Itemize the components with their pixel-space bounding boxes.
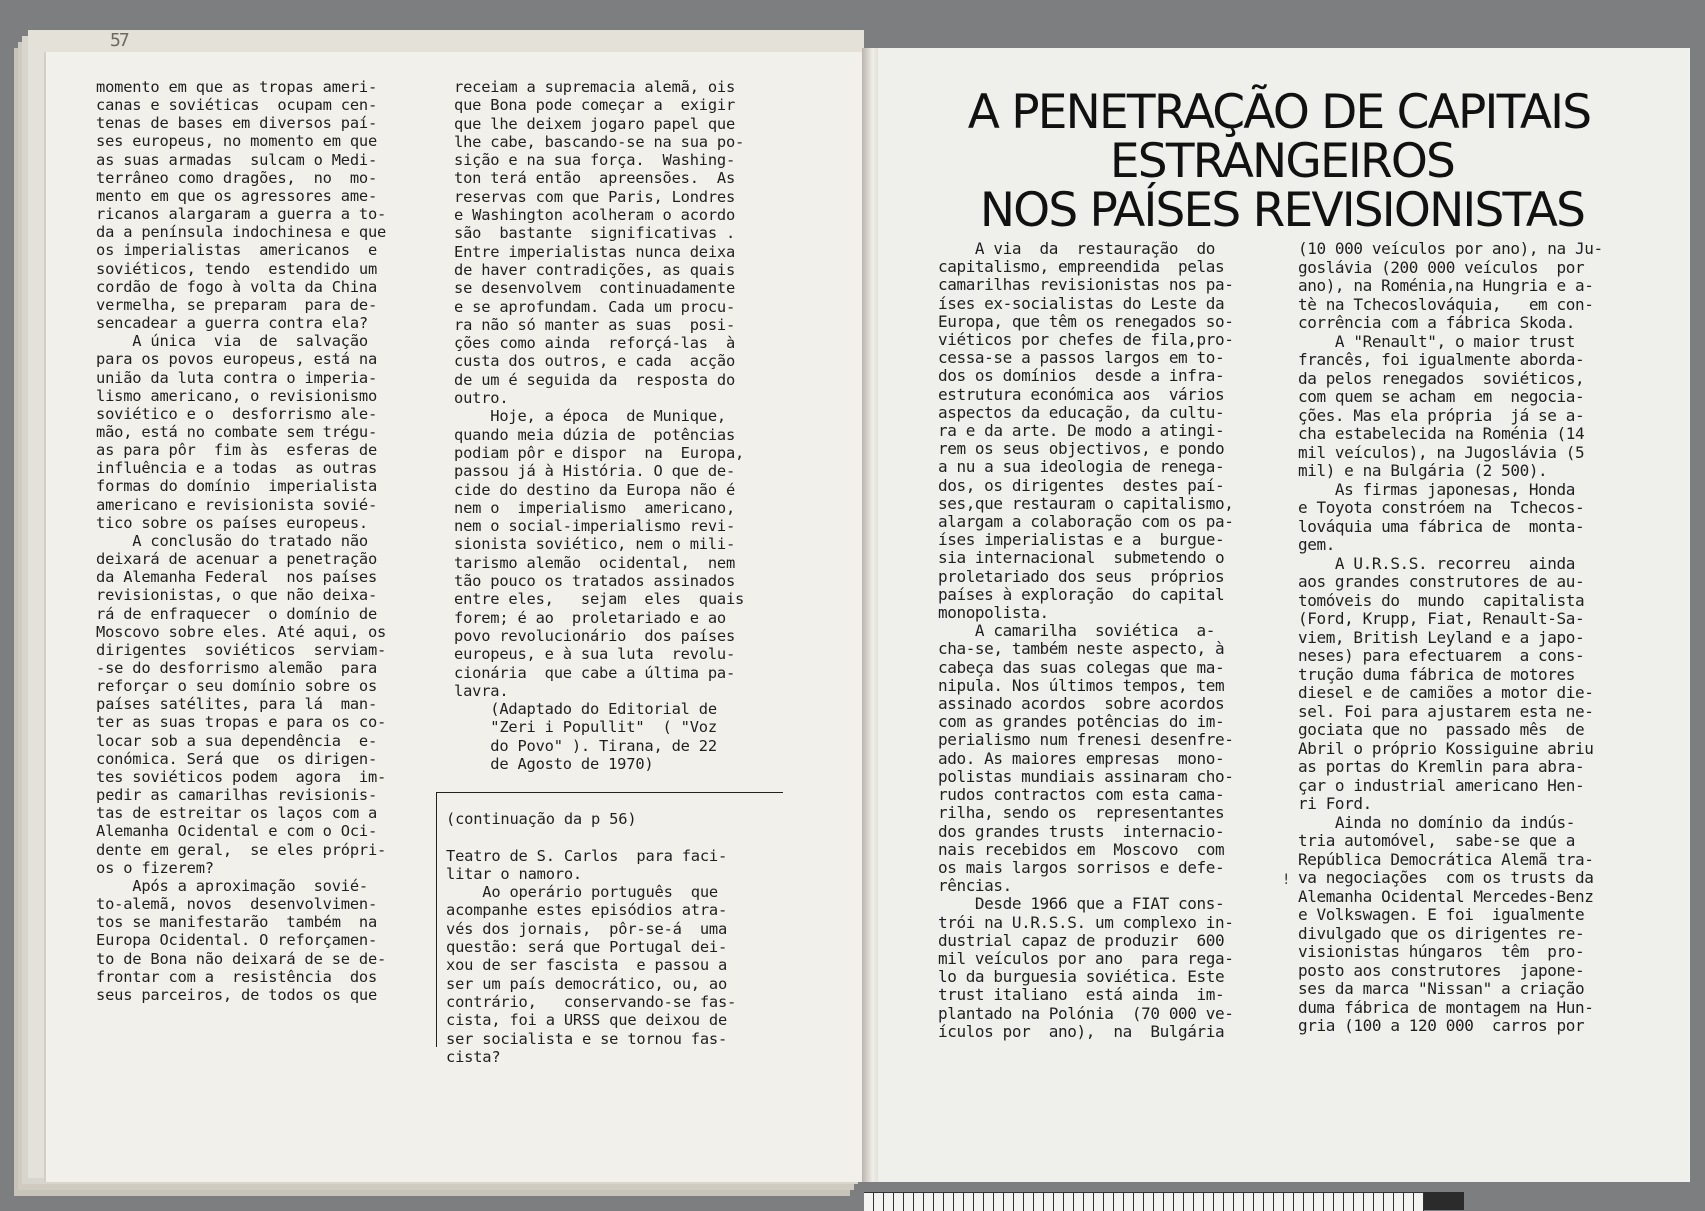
title-line-1: A PENETRAÇÃO DE CAPITAIS — [967, 85, 1591, 140]
title-line-2: ESTRANGEIROS — [1109, 134, 1455, 189]
left-column-2-text: receiam a supremacia alemã, ois que Bona pode começar a exigir que lhe deixem jogaro papel que lhe cabe, bascando-se na sua po- sição e na sua força. Washing- ton terá então apreensões. As reservas com que Paris, Londres e Washington acolheram o acordo são bastante significativas . Entre imperialistas nunca deixa de haver contradições, as quais se desenvolvem continuadamente e se aprofundam. Cada um procu- ra não só manter as suas posi- ções como ainda reforçá-las à custa dos outros, e cada acção de um é seguida da resposta do outro. Hoje, a época de Munique, quando meia dúzia de potências podiam pôr e dispor na Europa, passou já à História. O que de- cide do destino da Europa não é nem o imperialismo americano, nem o social-imperialismo revi- sionista soviético, nem o mili- tarismo alemão ocidental, nem tão pouco os tratados assinados entre eles, sejam eles quais forem; é ao proletariado e ao povo revolucionário dos países europeus, e à sua luta revolu- cionária que cabe a última pa- lavra. (Adaptado do Editorial de "Zeri i Popullit" ( "Voz do Povo" ). Tirana, de 22 de Agosto de 1970) — [454, 78, 745, 773]
title-line-3: NOS PAÍSES REVISIONISTAS — [979, 183, 1585, 238]
right-column-1-text: A via da restauração do capitalismo, empreendida pelas camarilhas revisionistas nos pa- íses ex-socialistas do Leste da Europa, que têm os renegados so- viéticos por chefes de fila,pro- cessa-se a passos largos em to- dos os domínios desde a infra- estrutura económica aos vários aspectos da educação, da cultu- ra e da arte. De modo a atingi- rem os seus objectivos, e pondo a nu a sua ideologia de renega- dos, os dirigentes destes paí- ses,que restauram o capitalismo, alargam a colaboração com os pa- íses imperialistas e a burgue- sia internacional submetendo o proletariado dos seus próprios países à exploração do capital monopolista. A camarilha soviética a- cha-se, também neste aspecto, à cabeça das suas colegas que ma- nipula. Nos últimos tempos, tem assinado acordos sobre acordos com as grandes potências do im- perialismo num frenesi desenfre- ado. As maiores empresas mono- polistas mundiais assinaram cho- rudos contractos com esta cama- rilha, sendo os representantes dos grandes trusts internacio- nais recebidos em Moscovo com os mais largos sorrisos e defe- rências. Desde 1966 que a FIAT cons- trói na U.R.S.S. um complexo in- dustrial capaz de produzir 600 mil veículos por ano para rega- lo da burguesia soviética. Este trust italiano está ainda im- plantado na Polónia (70 000 ve- ículos por ano), na Bulgária — [938, 239, 1234, 1041]
scale-ruler — [864, 1192, 1424, 1211]
right-column-2-text: (10 000 veículos por ano), na Ju- goslávia (200 000 veículos por ano), na Roménia,na Hungria e a- tè na Tchecoslováquia, em con- corrência com a fábrica Skoda. A "Renault", o maior trust francês, foi igualmente aborda- da pelos renegados soviéticos, com quem se acham em negocia- ções. Mas ela própria já se a- cha estabelecida na Roménia (14 mil veículos), na Jugoslávia (5 mil) e na Bulgária (2 500). As firmas japonesas, Honda e Toyota constróem na Tchecos- lováquia uma fábrica de monta- gem. A U.R.S.S. recorreu ainda aos grandes construtores de au- tomóveis do mundo capitalista (Ford, Krupp, Fiat, Renault-Sa- viem, British Leyland e a japo- neses) para efectuarem a cons- trução duma fábrica de motores diesel e de camiões a motor die- sel. Foi para ajustarem esta ne- gociata que no passado mês de Abril o próprio Kossiguine abriu as portas do Kremlin para abra- çar o industrial americano Hen- ri Ford. Ainda no domínio da indús- tria automóvel, sabe-se que a República Democrática Alemã tra- va negociações com os trusts da Alemanha Ocidental Mercedes-Benz e Volkswagen. E foi igualmente divulgado que os dirigentes re- visionistas húngaros têm pro- posto aos construtores japone- ses da marca "Nissan" a criação duma fábrica de montagem na Hun- gria (100 a 120 000 carros por — [1298, 239, 1603, 1035]
scale-ruler-end — [1424, 1192, 1464, 1210]
article-title — [932, 85, 1632, 238]
margin-mark: ! — [1282, 872, 1291, 888]
left-column-1-text: momento em que as tropas ameri- canas e soviéticas ocupam cen- tenas de bases em diversos paí- ses europeus, no momento em que as suas armadas sulcam o Medi- terrâneo como dragões, no mo- mento em que os agressores ame- ricanos alargaram a guerra a to- da a península indochinesa e que os imperialistas americanos e soviéticos, tendo estendido um cordão de fogo à volta da China vermelha, se preparam para de- sencadear a guerra contra ela? A única via de salvação para os povos europeus, está na união da luta contra o imperia- lismo americano, o revisionismo soviético e o desforrismo ale- mão, está no combate sem trégu- as para pôr fim às esferas de influência e a todas as outras formas do domínio imperialista americano e revisionista sovié- tico sobre os países europeus. A conclusão do tratado não deixará de acenuar a penetração da Alemanha Federal nos países revisionistas, o que não deixa- rá de enfraquecer o domínio de Moscovo sobre eles. Até aqui, os dirigentes soviéticos serviam- -se do desforrismo alemão para reforçar o seu domínio sobre os países satélites, para lá man- ter as suas tropas e para os co- locar sob a sua dependência e- conómica. Será que os dirigen- tes soviéticos podem agora im- pedir as camarilhas revisionis- tas de estreitar os laços com a Alemanha Ocidental e com o Oci- dente em geral, se eles própri- os o fizerem? Após a aproximação sovié- to-alemã, novos desenvolvimen- tos se manifestarão também na Europa Ocidental. O reforçamen- to de Bona não deixará de se de- frontar com a resistência dos seus parceiros, de todos os que — [96, 78, 387, 1004]
page-number: 57 — [110, 30, 128, 51]
continuation-box-text: (continuação da p 56) Teatro de S. Carlos para faci- litar o namoro. Ao operário português que acompanhe estes episódios atra- vés dos jornais, pôr-se-á uma questão: será que Portugal dei- xou de ser fascista e passou a ser um país democrático, ou, ao contrário, conservando-se fas- cista, foi a URSS que deixou de ser socialista e se tornou fas- cista? — [446, 810, 737, 1066]
